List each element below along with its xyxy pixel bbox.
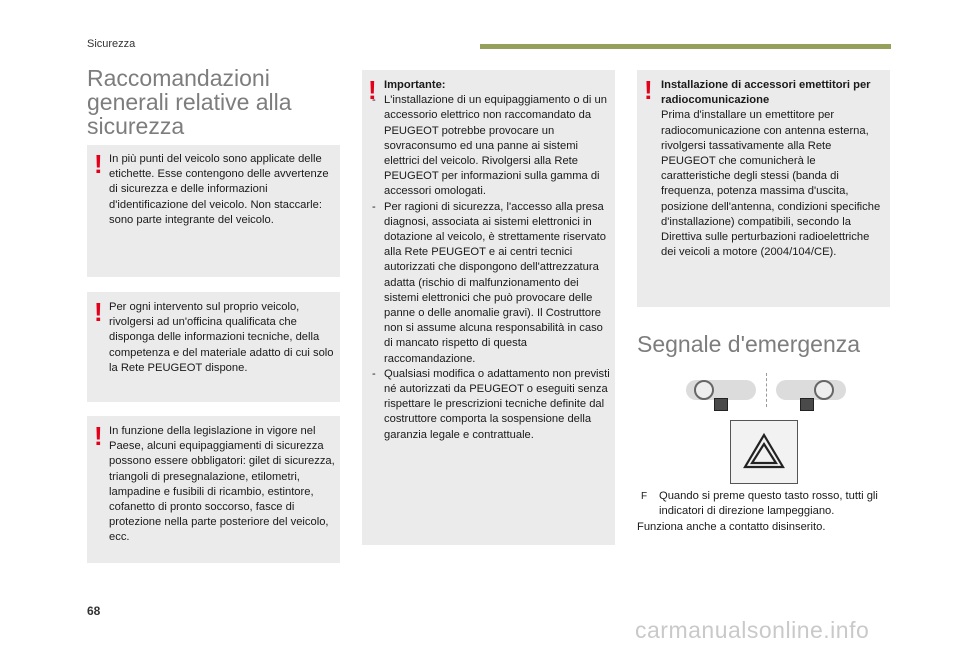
steering-wheel-icon [694,380,714,400]
radio-warning-content [661,78,883,260]
exclamation-icon: ! [94,149,103,179]
warning-text-labels: In più punti del veicolo sono applicate delle etichette. Esse contengono delle avvertenze di sicurezza e delle informazioni d'identificazione del veicolo. Non staccarle: sono parte integrante del veicolo. [109,153,329,226]
important-heading: Importante: [384,79,446,91]
switch-icon [714,398,728,411]
hazard-note: Funziona anche a contatto disinserito. [637,521,826,533]
hazard-section-title: Segnale d'emergenza [637,331,861,357]
arrow-bullet-icon: F [641,491,648,502]
section-header: Sicurezza [87,38,136,50]
watermark: carmanualsonline.info [635,617,870,643]
page-number: 68 [87,604,101,618]
important-item: - L'installazione di un equipaggiamento o di un accessorio elettrico non raccomandato da PEUGEOT potrebbe provocare un sovraconsumo ed una panne ai sistemi elettrici del veicolo. Rivolgersi alla Rete PEUGEOT per informazioni sulla gamma di accessori omologati. [370,93,612,199]
hazard-button [730,420,798,484]
switch-icon [800,398,814,411]
radio-warning-heading: Installazione di accessori emettitori per radiocomunicazione [661,79,871,107]
important-list [370,93,612,443]
dashboard-right-illustration [776,380,846,400]
important-item: - Qualsiasi modifica o adattamento non previsti né autorizzati da PEUGEOT o eseguiti senza rispettare le prescrizioni tecniche definite dal costruttore comporta la sospensione della garanzia legale e contrattuale. [370,367,612,443]
exclamation-icon: ! [94,297,103,327]
radio-warning-text: Prima d'installare un emettitore per radiocomunicazione con antenna esterna, rivolgersi tassativamente alla Rete PEUGEOT che comunicherà le caratteristiche degli stessi (banda di frequenza, potenza massima d'uscita, posizione dell'antenna, condizioni specifiche d'installazione) compatibili, secondo la Direttiva sulle perturbazioni radioelettriche dei veicoli a motore (2004/104/CE). [661,109,881,259]
steering-wheel-icon [814,380,834,400]
exclamation-icon: ! [94,421,103,451]
hazard-triangle-icon [731,421,797,483]
safety-title: Raccomandazioni generali relative alla sicurezza [87,65,292,139]
warning-text-workshop: Per ogni intervento sul proprio veicolo, rivolgersi ad un'officina qualificata che disponga delle informazioni tecniche, della competenza e del materiale adatto di cui solo la Rete PEUGEOT dispone. [109,301,334,374]
illustration-separator [766,373,767,407]
header-accent-bar [480,44,891,49]
hazard-instruction-text: Quando si preme questo tasto rosso, tutti gli indicatori di direzione lampeggiano. [659,490,878,518]
hazard-instruction [641,489,896,519]
warning-text-equipment: In funzione della legislazione in vigore nel Paese, alcuni equipaggiamenti di sicurezza possono essere obbligatori: gilet di sicurezza, triangoli di presegnalazione, etilometri, lampadine e fusibili di ricambio, estintore, cofanetto di pronto soccorso, fasce di protezione nella parte posteriore del veicolo, ecc. [109,425,335,544]
exclamation-icon: ! [368,75,377,105]
important-content [384,78,612,443]
important-item: - Per ragioni di sicurezza, l'accesso alla presa diagnosi, associata ai sistemi elettronici in dotazione al veicolo, è strettamente riservato alla Rete PEUGEOT e ai centri tecnici autorizzati che dispongono dell'attrezzatura adatta (rischio di malfunzionamento dei sistemi elettronici che può provocare delle panne o delle anomalie gravi). Il Costruttore non si assume alcuna responsabilità in caso di mancato rispetto di questa raccomandazione. [370,200,612,367]
exclamation-icon: ! [644,75,653,105]
